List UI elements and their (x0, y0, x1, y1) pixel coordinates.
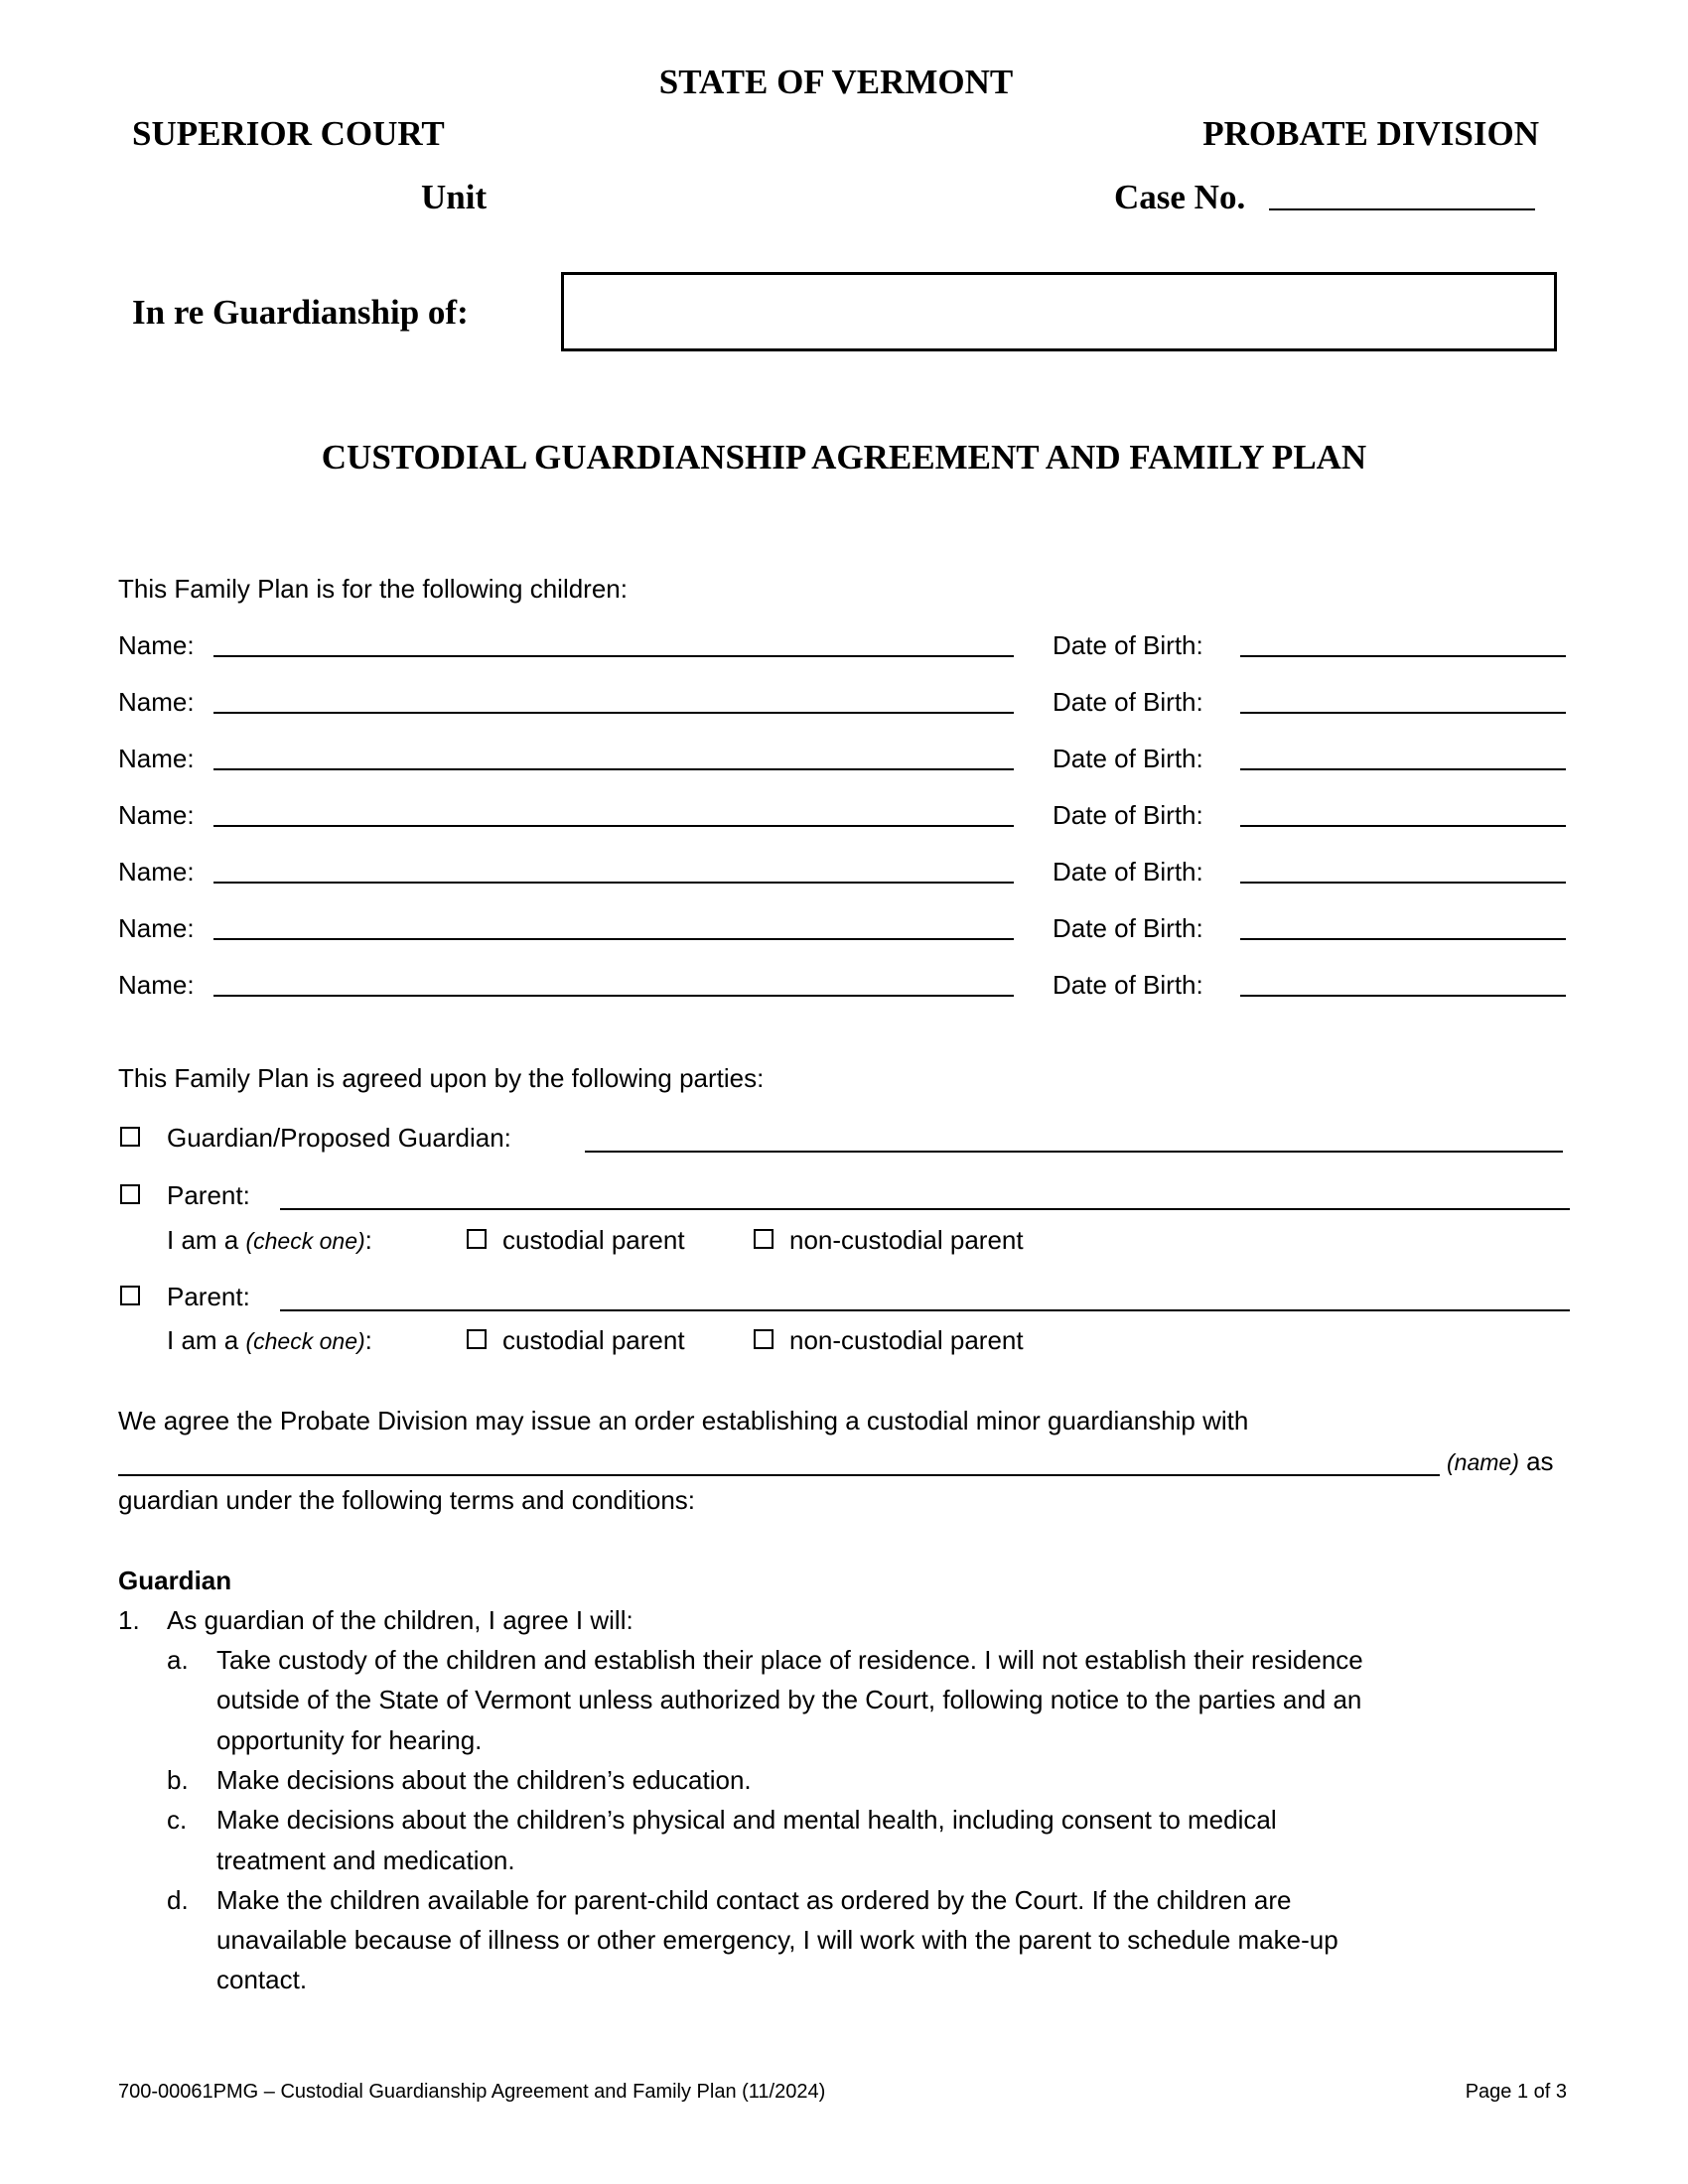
parent2-checkbox[interactable] (120, 1286, 140, 1305)
child-dob-label: Date of Birth: (1053, 857, 1203, 887)
case-no-label: Case No. (1114, 178, 1246, 216)
child-name-field[interactable] (213, 995, 1014, 997)
subitem-text-line: opportunity for hearing. (216, 1724, 483, 1755)
child-name-field[interactable] (213, 825, 1014, 827)
guardian-checkbox[interactable] (120, 1127, 140, 1147)
subitem-label: b. (167, 1764, 189, 1795)
agreement-line1: We agree the Probate Division may issue an order establishing a custodial minor guardianship with (118, 1406, 1249, 1435)
child-dob-field[interactable] (1240, 995, 1566, 997)
child-name-field[interactable] (213, 655, 1014, 657)
subitem-text-line: unavailable because of illness or other emergency, I will work with the parent to schedule make-up (216, 1925, 1338, 1956)
item-text: As guardian of the children, I agree I will: (167, 1605, 633, 1635)
parent2-custodial-label: custodial parent (502, 1325, 685, 1355)
parent2-label: Parent: (167, 1282, 250, 1311)
child-name-label: Name: (118, 800, 195, 830)
children-intro: This Family Plan is for the following children: (118, 574, 628, 604)
parent1-noncustodial-checkbox[interactable] (754, 1229, 774, 1249)
child-dob-label: Date of Birth: (1053, 800, 1203, 830)
parent2-noncustodial-label: non-custodial parent (789, 1325, 1024, 1355)
state-heading: STATE OF VERMONT (658, 63, 1014, 101)
child-dob-field[interactable] (1240, 825, 1566, 827)
court-heading: SUPERIOR COURT (132, 114, 445, 153)
form-title: CUSTODIAL GUARDIANSHIP AGREEMENT AND FAMILY PLAN (321, 438, 1367, 477)
guardian-heading: Guardian (118, 1566, 232, 1595)
child-name-field[interactable] (213, 768, 1014, 770)
child-name-label: Name: (118, 913, 195, 943)
check-one-hint: (check one) (245, 1228, 365, 1254)
subitem-text-line: contact. (216, 1965, 308, 1995)
division-heading: PROBATE DIVISION (1202, 114, 1539, 153)
colon: : (364, 1325, 372, 1355)
guardian-appointee-field[interactable] (118, 1474, 1440, 1476)
subitem-text-line: outside of the State of Vermont unless authorized by the Court, following notice to the parties and an (216, 1685, 1362, 1715)
agreement-line3: guardian under the following terms and conditions: (118, 1485, 696, 1515)
subitem-text-line: Take custody of the children and establish their place of residence. I will not establish their residence (216, 1645, 1363, 1675)
subitem-text-line: Make the children available for parent-child contact as ordered by the Court. If the children are (216, 1884, 1292, 1915)
unit-label: Unit (421, 178, 488, 216)
child-dob-label: Date of Birth: (1053, 970, 1203, 1000)
child-dob-label: Date of Birth: (1053, 687, 1203, 717)
child-name-field[interactable] (213, 882, 1014, 884)
guardian-label: Guardian/Proposed Guardian: (167, 1123, 511, 1153)
child-dob-label: Date of Birth: (1053, 744, 1203, 773)
page-number: Page 1 of 3 (1465, 2081, 1567, 2103)
in-re-name-field[interactable] (561, 272, 1557, 351)
child-name-label: Name: (118, 970, 195, 1000)
subitem-text-line: treatment and medication. (216, 1844, 515, 1875)
parent2-name-field[interactable] (280, 1309, 1570, 1311)
name-hint (1447, 1445, 1554, 1478)
as-text: as (1526, 1446, 1554, 1476)
child-name-field[interactable] (213, 712, 1014, 714)
child-dob-label: Date of Birth: (1053, 630, 1203, 660)
child-dob-field[interactable] (1240, 712, 1566, 714)
parent2-role-prompt (167, 1324, 372, 1357)
child-dob-field[interactable] (1240, 768, 1566, 770)
parties-intro: This Family Plan is agreed upon by the following parties: (118, 1063, 765, 1093)
parent1-name-field[interactable] (280, 1208, 1570, 1210)
child-dob-label: Date of Birth: (1053, 913, 1203, 943)
item-number: 1. (118, 1605, 140, 1635)
parent1-custodial-label: custodial parent (502, 1225, 685, 1255)
parent1-noncustodial-label: non-custodial parent (789, 1225, 1024, 1255)
iam-text: I am a (167, 1325, 239, 1355)
guardian-name-field[interactable] (585, 1151, 1563, 1153)
name-hint-text: (name) (1447, 1449, 1519, 1475)
parent2-noncustodial-checkbox[interactable] (754, 1329, 774, 1349)
parent1-label: Parent: (167, 1180, 250, 1210)
colon: : (364, 1225, 372, 1255)
child-name-label: Name: (118, 744, 195, 773)
subitem-text-line: Make decisions about the children’s physical and mental health, including consent to medical (216, 1805, 1277, 1836)
parent2-custodial-checkbox[interactable] (467, 1329, 487, 1349)
case-no-field[interactable] (1269, 208, 1535, 210)
parent1-role-prompt (167, 1224, 372, 1257)
subitem-label: c. (167, 1805, 188, 1836)
child-dob-field[interactable] (1240, 655, 1566, 657)
subitem-label: d. (167, 1884, 189, 1915)
iam-text: I am a (167, 1225, 239, 1255)
subitem-label: a. (167, 1645, 189, 1675)
child-name-label: Name: (118, 857, 195, 887)
child-name-field[interactable] (213, 938, 1014, 940)
subitem-text-line: Make decisions about the children’s education. (216, 1764, 752, 1795)
child-dob-field[interactable] (1240, 882, 1566, 884)
child-dob-field[interactable] (1240, 938, 1566, 940)
parent1-checkbox[interactable] (120, 1184, 140, 1204)
in-re-label: In re Guardianship of: (132, 293, 469, 332)
check-one-hint: (check one) (245, 1328, 365, 1354)
form-number-footer: 700-00061PMG – Custodial Guardianship Agreement and Family Plan (11/2024) (118, 2081, 826, 2103)
parent1-custodial-checkbox[interactable] (467, 1229, 487, 1249)
child-name-label: Name: (118, 687, 195, 717)
child-name-label: Name: (118, 630, 195, 660)
